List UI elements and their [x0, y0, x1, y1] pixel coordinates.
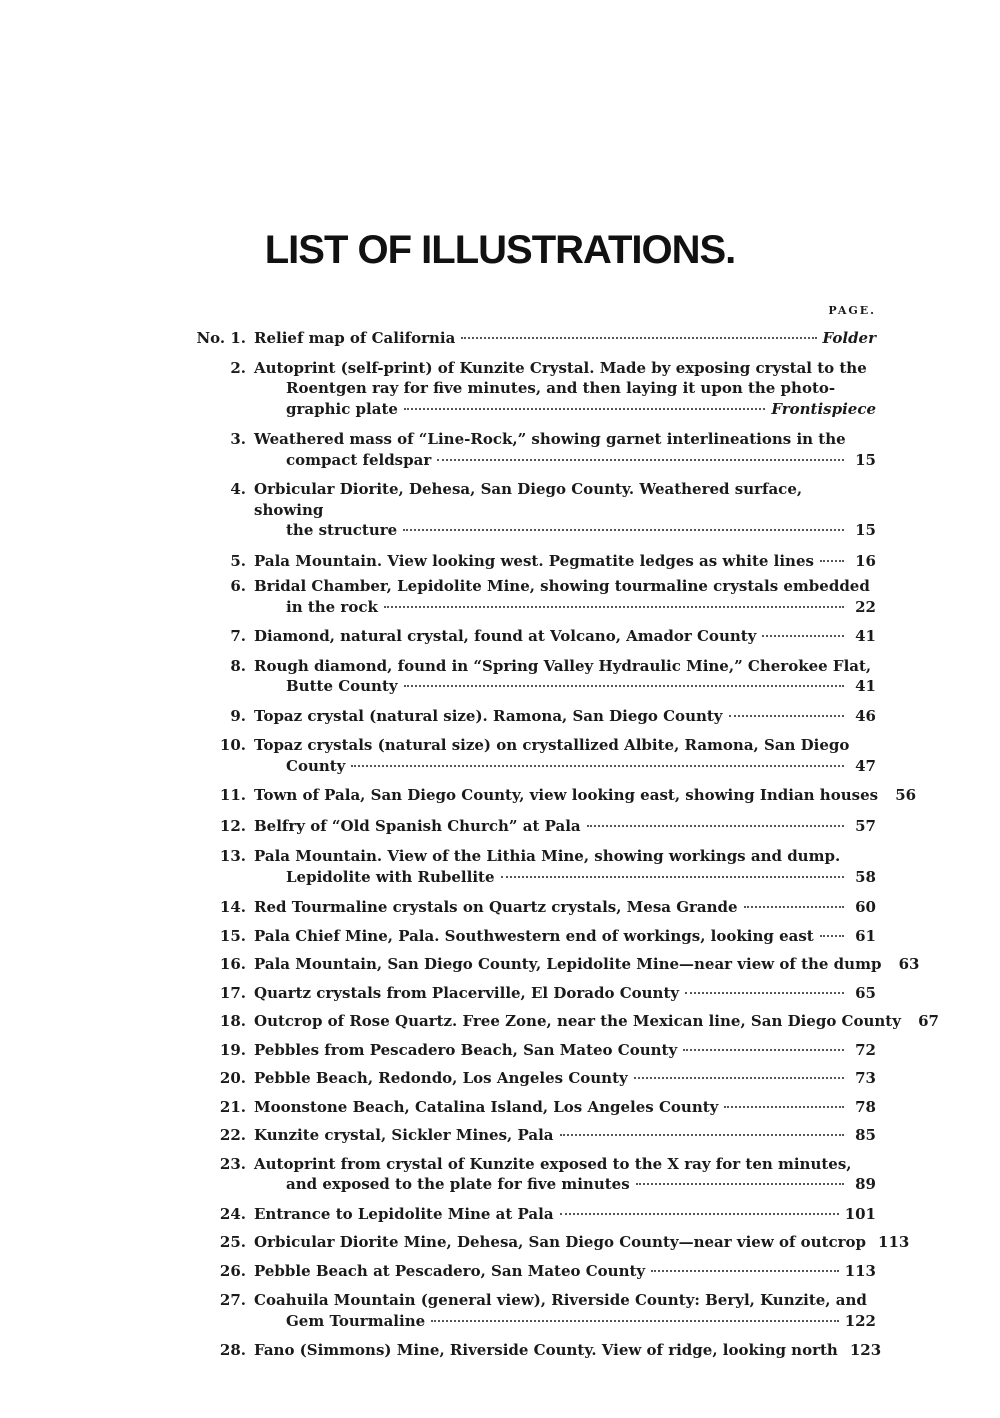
entry-caption: Fano (Simmons) Mine, Riverside County. View of ridge, looking north — [254, 1341, 838, 1359]
entry-body — [254, 1068, 876, 1089]
entry-last-line — [254, 1311, 876, 1332]
entry-body — [254, 1340, 882, 1361]
entry-page-number: 46 — [855, 706, 876, 725]
entry-last-line — [254, 954, 920, 975]
entry-body — [254, 926, 876, 947]
entry-line: Roentgen ray for five minutes, and then laying it upon the photo- — [286, 379, 836, 397]
entry-number: 17. — [219, 983, 246, 1002]
entry-page-number: 72 — [855, 1040, 876, 1059]
entry-page-number: 122 — [844, 1311, 876, 1330]
entry-body — [254, 954, 920, 975]
entry-caption: County — [286, 756, 346, 775]
entry-page-number: 15 — [855, 450, 876, 469]
entry-number: 27. — [219, 1291, 246, 1309]
leader-dots — [404, 408, 765, 410]
leader-dots — [587, 825, 844, 827]
entry-caption: Topaz crystal (natural size). Ramona, San Diego County — [254, 706, 723, 725]
entry-number: 22. — [219, 1126, 246, 1144]
list-entry — [186, 846, 876, 887]
entry-number: 9. — [230, 706, 246, 725]
list-entry — [186, 954, 920, 975]
leader-dots — [384, 606, 844, 608]
entry-number: 25. — [219, 1233, 246, 1251]
entry-number: 5. — [230, 551, 246, 570]
entry-body — [254, 1204, 876, 1225]
leader-dots — [820, 935, 844, 937]
entry-page-number: 15 — [855, 521, 876, 539]
list-entry — [186, 897, 876, 918]
entry-number: 21. — [219, 1097, 246, 1116]
entry-caption: Red Tourmaline crystals on Quartz crystals, Mesa Grande — [254, 898, 738, 916]
entry-body — [254, 576, 876, 617]
entry-caption: Orbicular Diorite Mine, Dehesa, San Diego County—near view of outcrop — [254, 1233, 867, 1251]
entry-line: Bridal Chamber, Lepidolite Mine, showing tourmaline crystals embedded — [254, 577, 870, 595]
entry-body — [254, 706, 876, 727]
entry-last-line — [254, 676, 876, 697]
entry-caption: Pala Mountain. View looking west. Pegmatite ledges as white lines — [254, 551, 814, 570]
entry-caption: Kunzite crystal, Sickler Mines, Pala — [254, 1126, 554, 1144]
entry-last-line — [254, 983, 876, 1004]
entry-body — [254, 1011, 939, 1032]
entry-caption: Lepidolite with Rubellite — [286, 867, 495, 886]
entry-caption: Relief map of California — [254, 329, 456, 347]
entry-caption: Butte County — [286, 677, 398, 695]
entry-page-number: 78 — [855, 1097, 876, 1116]
entry-page-number: Folder — [822, 329, 876, 347]
entry-page-number: 57 — [855, 816, 876, 835]
entry-number: 18. — [219, 1012, 246, 1030]
leader-dots — [724, 1106, 844, 1108]
list-entry — [186, 1261, 876, 1282]
entry-last-line — [254, 520, 876, 541]
entry-body — [254, 429, 876, 470]
entry-last-line — [254, 706, 876, 727]
entry-number: 13. — [219, 847, 246, 865]
leader-dots — [403, 529, 844, 531]
entry-last-line — [254, 1040, 876, 1061]
entry-page-number: 123 — [849, 1341, 882, 1359]
entry-page-number: 16 — [855, 551, 876, 570]
entry-caption: Entrance to Lepidolite Mine at Pala — [254, 1204, 554, 1223]
entry-body — [254, 735, 876, 776]
entry-last-line — [254, 597, 876, 618]
entry-page-number: Frontispiece — [771, 399, 876, 418]
entry-line: Autoprint (self-print) of Kunzite Crystal. Made by exposing crystal to the — [254, 358, 867, 377]
entry-number: 7. — [230, 627, 246, 645]
entry-caption: Pebbles from Pescadero Beach, San Mateo County — [254, 1040, 678, 1059]
leader-dots — [820, 560, 844, 562]
list-entry — [186, 1290, 876, 1331]
entry-last-line — [254, 1261, 876, 1282]
entry-number: 8. — [230, 656, 246, 675]
entry-number: 6. — [230, 577, 246, 595]
list-entry — [186, 328, 876, 349]
entry-caption: graphic plate — [286, 399, 398, 418]
entry-number: 26. — [219, 1261, 246, 1280]
leader-dots — [404, 685, 844, 687]
entry-caption: compact feldspar — [286, 450, 432, 469]
entry-number: 3. — [230, 430, 246, 448]
entry-last-line — [254, 926, 876, 947]
list-entry — [186, 706, 876, 727]
entry-number: 23. — [219, 1154, 246, 1173]
list-entry — [186, 1068, 876, 1089]
entry-line: Coahuila Mountain (general view), Riverside County: Beryl, Kunzite, and — [254, 1291, 867, 1309]
entry-line: Weathered mass of “Line-Rock,” showing garnet interlineations in the — [254, 430, 846, 448]
entry-last-line — [254, 1097, 876, 1118]
leader-dots — [461, 337, 816, 339]
entry-body — [254, 551, 876, 572]
entry-page-number: 41 — [855, 627, 876, 645]
entry-last-line — [254, 897, 876, 918]
entry-number: No. 1. — [196, 329, 246, 347]
entry-caption: Pebble Beach at Pescadero, San Mateo County — [254, 1261, 646, 1280]
list-entry — [186, 479, 876, 541]
entry-page-number: 73 — [855, 1069, 876, 1087]
entry-number: 2. — [230, 358, 246, 377]
entry-page-number: 22 — [855, 597, 876, 616]
entry-caption: Pebble Beach, Redondo, Los Angeles County — [254, 1069, 628, 1087]
entry-last-line — [254, 1125, 876, 1146]
entry-page-number: 85 — [855, 1126, 876, 1144]
entry-number: 10. — [219, 736, 246, 754]
entry-body — [254, 785, 917, 806]
entry-caption: Moonstone Beach, Catalina Island, Los Angeles County — [254, 1097, 719, 1116]
entry-caption: in the rock — [286, 597, 378, 616]
entry-page-number: 101 — [844, 1204, 876, 1223]
leader-dots — [501, 876, 845, 878]
leader-dots — [560, 1213, 839, 1215]
entry-line: Topaz crystals (natural size) on crystallized Albite, Ramona, San Diego — [254, 736, 850, 754]
entry-number: 15. — [219, 926, 246, 945]
entry-page-number: 65 — [855, 983, 876, 1002]
entry-last-line — [254, 626, 876, 647]
leader-dots — [683, 1049, 844, 1051]
entry-caption: Pala Chief Mine, Pala. Southwestern end of workings, looking east — [254, 926, 814, 945]
entry-last-line — [254, 328, 876, 349]
entry-caption: Quartz crystals from Placerville, El Dorado County — [254, 983, 680, 1002]
page-title: LIST OF ILLUSTRATIONS. — [264, 228, 736, 272]
leader-dots — [431, 1320, 839, 1322]
entry-page-number: 63 — [898, 955, 920, 973]
entry-last-line — [254, 1232, 910, 1253]
list-entry — [186, 1340, 882, 1361]
list-entry — [186, 1097, 876, 1118]
leader-dots — [560, 1134, 845, 1136]
entry-caption: Diamond, natural crystal, found at Volcano, Amador County — [254, 627, 757, 645]
entry-line: Orbicular Diorite, Dehesa, San Diego County. Weathered surface, showing — [254, 480, 803, 519]
entry-page-number: 61 — [855, 926, 876, 945]
list-entry — [186, 1040, 876, 1061]
leader-dots — [636, 1183, 844, 1185]
entry-page-number: 56 — [895, 786, 917, 804]
list-entry — [186, 785, 917, 806]
entry-last-line — [254, 1011, 939, 1032]
list-entry — [186, 1204, 876, 1225]
entry-number: 19. — [219, 1040, 246, 1059]
entry-line: Pala Mountain. View of the Lithia Mine, showing workings and dump. — [254, 847, 841, 865]
entry-number: 24. — [219, 1204, 246, 1223]
entry-body — [254, 1154, 876, 1195]
list-entry — [186, 1125, 876, 1146]
list-entry — [186, 1154, 876, 1195]
entry-page-number: 113 — [844, 1261, 876, 1280]
entry-number: 4. — [230, 480, 246, 498]
entry-number: 16. — [219, 955, 246, 973]
entry-page-number: 113 — [878, 1233, 910, 1251]
entry-last-line — [254, 816, 876, 837]
list-entry — [186, 816, 876, 837]
entry-caption: the structure — [286, 521, 398, 539]
list-entry — [186, 551, 876, 572]
entry-body — [254, 1261, 876, 1282]
entry-last-line — [254, 1340, 882, 1361]
leader-dots — [351, 765, 844, 767]
entry-last-line — [254, 867, 876, 888]
entry-page-number: 67 — [918, 1012, 939, 1030]
list-entry — [186, 735, 876, 776]
list-entry — [186, 926, 876, 947]
entry-body — [254, 1290, 876, 1331]
leader-dots — [762, 635, 844, 637]
entry-last-line — [254, 1174, 876, 1195]
entry-page-number: 60 — [855, 898, 876, 916]
entry-number: 11. — [219, 786, 246, 804]
list-entry — [186, 1232, 910, 1253]
entry-last-line — [254, 756, 876, 777]
entry-body — [254, 1125, 876, 1146]
leader-dots — [744, 906, 844, 908]
leader-dots — [634, 1077, 844, 1079]
entry-page-number: 58 — [855, 867, 876, 886]
entry-number: 12. — [219, 816, 246, 835]
leader-dots — [685, 992, 844, 994]
entry-last-line — [254, 1204, 876, 1225]
entry-body — [254, 1040, 876, 1061]
list-entry — [186, 1011, 939, 1032]
list-entry — [186, 576, 876, 617]
leader-dots — [651, 1270, 839, 1272]
entry-last-line — [254, 450, 876, 471]
entry-caption: Belfry of “Old Spanish Church” at Pala — [254, 816, 581, 835]
entry-caption: and exposed to the plate for five minutes — [286, 1175, 630, 1193]
entry-body — [254, 816, 876, 837]
entry-body — [254, 328, 876, 349]
list-entry — [186, 983, 876, 1004]
entry-caption: Gem Tourmaline — [286, 1311, 426, 1330]
entry-body — [254, 479, 876, 541]
entry-caption: Pala Mountain, San Diego County, Lepidolite Mine—near view of the dump — [254, 955, 882, 973]
entry-last-line — [254, 399, 876, 420]
entry-body — [254, 983, 876, 1004]
entry-caption: Outcrop of Rose Quartz. Free Zone, near the Mexican line, San Diego County — [254, 1012, 901, 1030]
entry-body — [254, 897, 876, 918]
page-column-header: PAGE. — [828, 304, 876, 317]
entry-page-number: 89 — [855, 1175, 876, 1193]
entry-body — [254, 846, 876, 887]
list-entry — [186, 626, 876, 647]
list-entry — [186, 429, 876, 470]
entry-last-line — [254, 551, 876, 572]
entry-body — [254, 1232, 910, 1253]
entry-number: 14. — [219, 898, 246, 916]
list-entry — [186, 358, 876, 420]
entry-number: 20. — [219, 1069, 246, 1087]
leader-dots — [437, 459, 844, 461]
entry-body — [254, 626, 876, 647]
entry-line: Autoprint from crystal of Kunzite exposed to the X ray for ten minutes, — [254, 1154, 852, 1173]
leader-dots — [729, 715, 844, 717]
entry-page-number: 47 — [855, 756, 876, 775]
entry-page-number: 41 — [855, 677, 876, 695]
entry-last-line — [254, 785, 917, 806]
entry-body — [254, 358, 876, 420]
entry-caption: Town of Pala, San Diego County, view looking east, showing Indian houses — [254, 786, 879, 804]
list-entry — [186, 656, 876, 697]
entry-body — [254, 1097, 876, 1118]
entry-last-line — [254, 1068, 876, 1089]
entry-number: 28. — [219, 1341, 246, 1359]
entry-body — [254, 656, 876, 697]
entry-line: Rough diamond, found in “Spring Valley Hydraulic Mine,” Cherokee Flat, — [254, 656, 872, 675]
illustrations-list — [186, 320, 939, 1361]
